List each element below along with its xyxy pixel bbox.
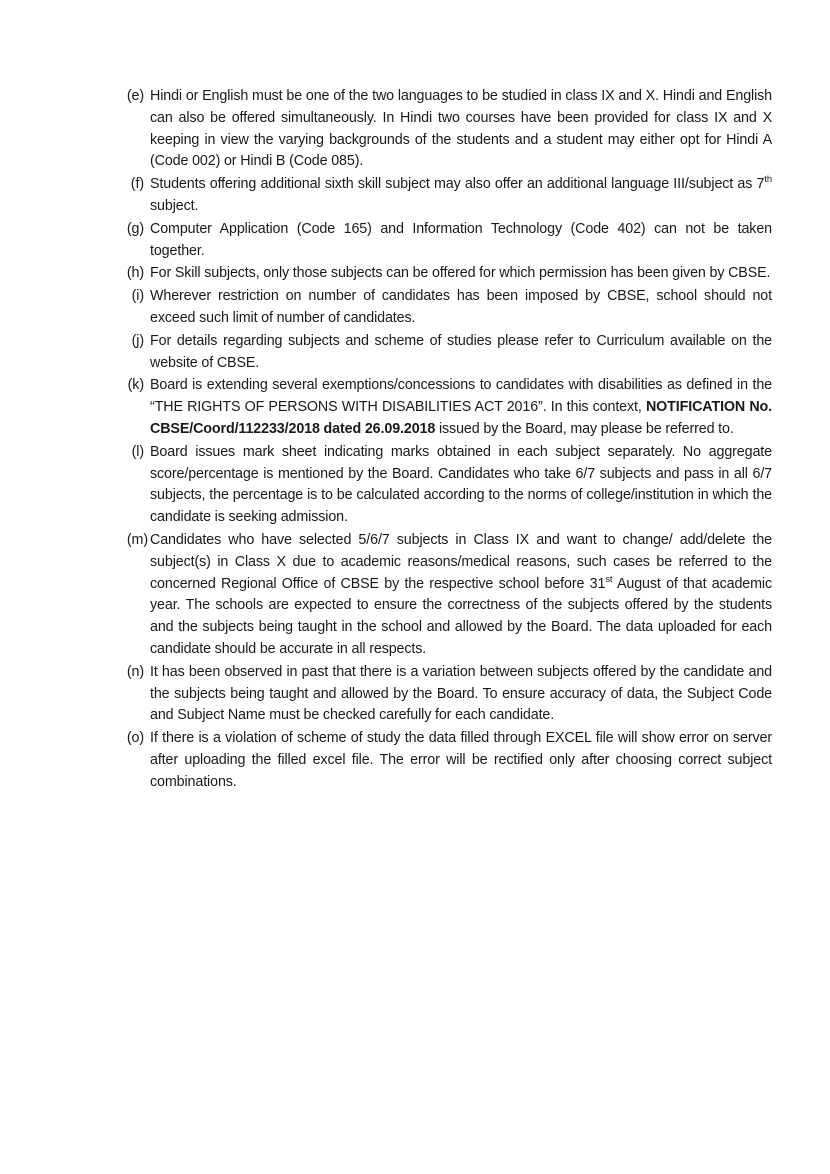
clause-text-k-part2: issued by the Board, may please be referred to. (435, 420, 734, 437)
clause-text-i: Wherever restriction on number of candidates has been imposed by CBSE, school should not exceed such limit of number of candidates. (150, 288, 772, 326)
clause-label-i: (i) (131, 288, 144, 305)
clause-item-o (112, 728, 772, 793)
clause-text-m (150, 530, 772, 661)
clause-item-g (112, 219, 772, 263)
clause-text-l: Board issues mark sheet indicating marks obtained in each subject separately. No aggregate score/percentage is mentioned by the Board. Candidates who take 6/7 subjects and pass in all 6/7 subjects, the percentage is to be calculated according to the norms of college/institution in which the candidate is seeking admission. (150, 443, 772, 526)
clause-text-f (150, 174, 772, 218)
clause-text-f-part1: Students offering additional sixth skill subject may also offer an additional language III/subject as 7 (150, 176, 765, 193)
clause-text-f-part2: subject. (150, 197, 199, 214)
clause-item-l (112, 442, 772, 529)
clause-text-e: Hindi or English must be one of the two languages to be studied in class IX and X. Hindi and English can also be offered simultaneously. In Hindi two courses have been provided for class IX and X keeping in view the varying backgrounds of the students and a student may either opt for Hindi A (Code 002) or Hindi B (Code 085). (150, 88, 772, 170)
clause-text-o: If there is a violation of scheme of study the data filled through EXCEL file will show error on server after uploading the filled excel file. The error will be rectified only after choosing correct subject combinations. (150, 730, 772, 790)
clause-text-k (150, 375, 772, 440)
clause-item-j (112, 331, 772, 375)
clause-item-f (112, 174, 772, 218)
clause-text-j: For details regarding subjects and scheme of studies please refer to Curriculum available on the website of CBSE. (150, 332, 772, 371)
clause-text-m-part1: Candidates who have selected 5/6/7 subjects in Class IX and want to change/ add/delete the subject(s) in Class X due to academic reasons/medical reasons, such cases be referred to the concerned Regional Office of CBSE by the respective school before 31 (150, 531, 772, 592)
clause-text-f-superscript: th (764, 173, 772, 185)
clause-text-g: Computer Application (Code 165) and Information Technology (Code 402) can not be taken together. (150, 220, 772, 259)
clause-label-g: (g) (126, 220, 144, 237)
clause-item-h (112, 263, 772, 285)
clause-label-e: (e) (126, 88, 144, 104)
clause-item-k (112, 375, 772, 440)
clause-label-f: (f) (130, 176, 144, 193)
clause-text-m-superscript: st (605, 572, 613, 584)
clause-text-k-part1: Board is extending several exemptions/concessions to candidates with disabilities as defined in the “THE RIGHTS OF PERSONS WITH DISABILITIES ACT 2016”. In this context, (150, 377, 772, 416)
clause-list (112, 86, 772, 795)
clause-label-o: (o) (126, 730, 144, 747)
clause-text-h: For Skill subjects, only those subjects can be offered for which permission has been given by CBSE. (150, 265, 771, 282)
clause-label-m: (m) (126, 531, 148, 548)
clause-item-n (112, 662, 772, 727)
clause-item-e (112, 86, 772, 173)
clause-text-n: It has been observed in past that there is a variation between subjects offered by the candidate and the subjects being taught and allowed by the Board. To ensure accuracy of data, the Subject Code and Subject Name must be checked carefully for each candidate. (150, 663, 772, 724)
clause-label-j: (j) (131, 332, 144, 349)
clause-label-h: (h) (126, 265, 144, 282)
clause-text-m-part2: August of that academic year. The schools are expected to ensure the correctness of the subjects offered by the students and the subjects being taught in the school and allowed by the Board. The data uploaded for each candidate should be accurate in all respects. (150, 575, 772, 657)
notification-reference: NOTIFICATION No. CBSE/Coord/112233/2018 dated 26.09.2018 (150, 399, 773, 437)
clause-item-m (112, 530, 772, 661)
clause-label-k: (k) (127, 377, 144, 394)
clause-label-l: (l) (131, 443, 144, 460)
clause-item-i (112, 286, 772, 330)
clause-label-n: (n) (126, 663, 144, 680)
